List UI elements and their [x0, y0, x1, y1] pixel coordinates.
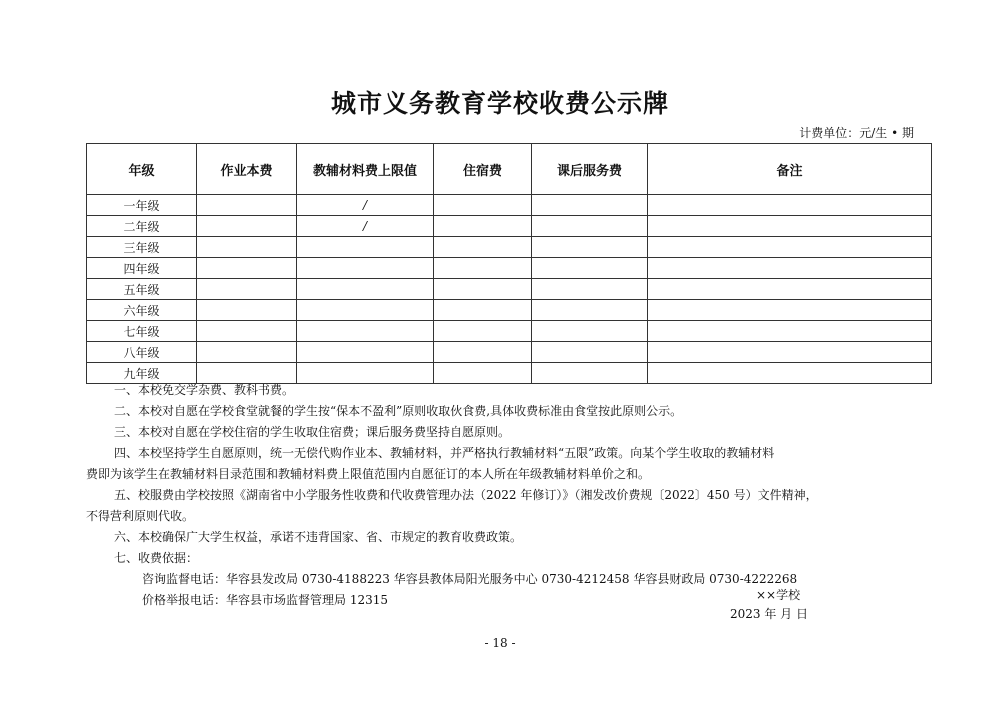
material-fee-cell: / — [297, 216, 434, 237]
grade-cell: 二年级 — [87, 216, 197, 237]
empty-cell — [434, 300, 532, 321]
empty-cell — [648, 279, 932, 300]
note-line: 七、收费依据： — [114, 551, 199, 565]
table-row — [87, 237, 932, 258]
empty-cell — [434, 216, 532, 237]
empty-cell — [197, 279, 297, 300]
material-fee-cell — [297, 321, 434, 342]
page-title: 城市义务教育学校收费公示牌 — [330, 89, 669, 118]
material-fee-cell — [297, 258, 434, 279]
material-fee-cell — [297, 342, 434, 363]
note-line: 一、本校免交学杂费、教科书费。 — [114, 383, 295, 397]
table-row — [87, 321, 932, 342]
grade-cell: 五年级 — [87, 279, 197, 300]
school-signature: ××学校 — [756, 588, 801, 602]
empty-cell — [648, 258, 932, 279]
material-fee-cell — [297, 237, 434, 258]
empty-cell — [434, 342, 532, 363]
empty-cell — [648, 195, 932, 216]
note-line: 费即为该学生在教辅材料目录范围和教辅材料费上限值范围内自愿征订的本人所在年级教辅材料单价之和。 — [86, 467, 651, 481]
empty-cell — [648, 300, 932, 321]
empty-cell — [197, 258, 297, 279]
grade-cell: 四年级 — [87, 258, 197, 279]
empty-cell — [648, 321, 932, 342]
column-header: 课后服务费 — [532, 144, 648, 195]
empty-cell — [434, 321, 532, 342]
note-line: 二、本校对自愿在学校食堂就餐的学生按“保本不盈利”原则收取伙食费,具体收费标准由食堂按此原则公示。 — [114, 404, 683, 418]
empty-cell — [197, 342, 297, 363]
material-fee-cell — [297, 279, 434, 300]
empty-cell — [532, 363, 648, 384]
empty-cell — [648, 237, 932, 258]
unit-label: 计费单位：元/生 • 期 — [799, 126, 914, 140]
column-header: 备注 — [648, 144, 932, 195]
table-row — [87, 300, 932, 321]
table-row — [87, 258, 932, 279]
grade-cell: 六年级 — [87, 300, 197, 321]
note-line: 三、本校对自愿在学校住宿的学生收取住宿费；课后服务费坚持自愿原则。 — [114, 425, 511, 439]
empty-cell — [197, 321, 297, 342]
note-line: 不得营利原则代收。 — [86, 509, 195, 523]
table-row — [87, 342, 932, 363]
material-fee-cell: / — [297, 195, 434, 216]
column-header: 住宿费 — [434, 144, 532, 195]
empty-cell — [532, 258, 648, 279]
date: 2023 年 月 日 — [730, 607, 808, 621]
empty-cell — [532, 279, 648, 300]
fee-table — [86, 143, 932, 384]
empty-cell — [434, 195, 532, 216]
note-line: 价格举报电话：华容县市场监督管理局 12315 — [142, 593, 388, 607]
empty-cell — [197, 195, 297, 216]
grade-cell: 七年级 — [87, 321, 197, 342]
material-fee-cell — [297, 300, 434, 321]
table-row — [87, 195, 932, 216]
empty-cell — [532, 237, 648, 258]
empty-cell — [648, 342, 932, 363]
grade-cell: 八年级 — [87, 342, 197, 363]
empty-cell — [434, 237, 532, 258]
empty-cell — [532, 300, 648, 321]
empty-cell — [197, 216, 297, 237]
empty-cell — [532, 321, 648, 342]
empty-cell — [532, 216, 648, 237]
empty-cell — [434, 363, 532, 384]
column-header: 作业本费 — [197, 144, 297, 195]
grade-cell: 三年级 — [87, 237, 197, 258]
empty-cell — [197, 300, 297, 321]
empty-cell — [532, 195, 648, 216]
empty-cell — [532, 342, 648, 363]
column-header: 教辅材料费上限值 — [297, 144, 434, 195]
column-header: 年级 — [87, 144, 197, 195]
grade-cell: 一年级 — [87, 195, 197, 216]
empty-cell — [197, 237, 297, 258]
table-row — [87, 279, 932, 300]
page-number: - 18 - — [484, 636, 516, 650]
empty-cell — [648, 363, 932, 384]
empty-cell — [648, 216, 932, 237]
note-line: 五、校服费由学校按照《湖南省中小学服务性收费和代收费管理办法（2022 年修订）》（湘发改价费规〔2022〕450 号）文件精神， — [114, 488, 818, 502]
empty-cell — [434, 258, 532, 279]
table-row — [87, 216, 932, 237]
grade-cell: 九年级 — [87, 363, 197, 384]
note-line: 六、本校确保广大学生权益，承诺不违背国家、省、市规定的教育收费政策。 — [114, 530, 523, 544]
note-line: 咨询监督电话：华容县发改局 0730-4188223 华容县教体局阳光服务中心 0730-4212458 华容县财政局 0730-4222268 — [142, 572, 798, 586]
empty-cell — [434, 279, 532, 300]
material-fee-cell — [297, 363, 434, 384]
note-line: 四、本校坚持学生自愿原则，统一无偿代购作业本、教辅材料，并严格执行教辅材料“五限”政策。向某个学生收取的教辅材料 — [114, 446, 775, 460]
